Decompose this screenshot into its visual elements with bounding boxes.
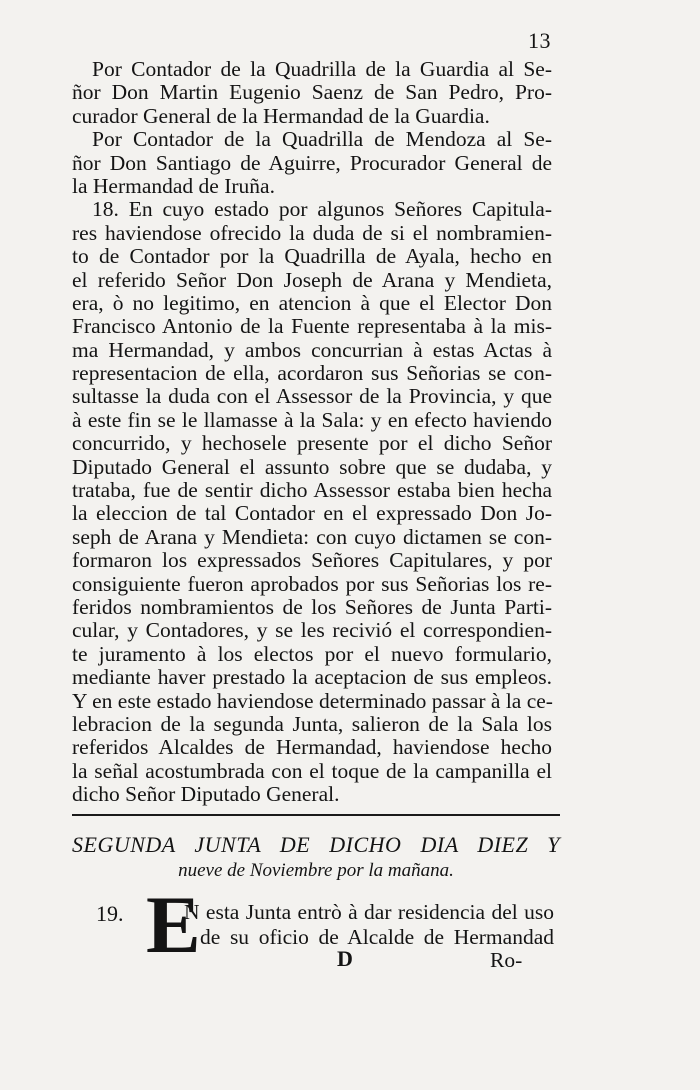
- signature-mark: D: [337, 946, 353, 971]
- text-line: cular, y Contadores, y se les recivió el correspondien-: [72, 618, 552, 643]
- text-line: era, ò no legitimo, en atencion à que el Elector Don: [72, 290, 552, 315]
- text-line: to de Contador por la Quadrilla de Ayala, hecho en: [72, 244, 552, 269]
- section-divider: [72, 814, 560, 816]
- text-line: Francisco Antonio de la Fuente representaba à la mis-: [72, 314, 552, 339]
- text-line: ñor Don Santiago de Aguirre, Procurador General de: [72, 150, 552, 175]
- drop-cap: E: [146, 879, 201, 970]
- text-line: à este fin se le llamasse à la Sala: y en efecto haviendo: [72, 407, 552, 432]
- text-line: lebracion de la segunda Junta, salieron de la Sala los: [72, 711, 552, 736]
- text-line: ñor Don Martin Eugenio Saenz de San Pedro, Pro-: [72, 80, 552, 105]
- text-line: ma Hermandad, y ambos concurrian à estas Actas à: [72, 337, 552, 362]
- text-line: Por Contador de la Quadrilla de la Guardia al Se-: [92, 57, 552, 81]
- text-line: Diputado General el assunto sobre que se dudaba, y: [72, 454, 552, 479]
- section-subtitle: nueve de Noviembre por la mañana.: [178, 860, 454, 881]
- text-line: la Hermandad de Iruña.: [72, 173, 275, 198]
- text-line: 18. En cuyo estado por algunos Señores Capitula-: [92, 197, 552, 222]
- text-line: el referido Señor Don Joseph de Arana y Mendieta,: [72, 267, 552, 292]
- text-line: la señal acostumbrada con el toque de la campanilla el: [72, 758, 552, 783]
- text-line: de su oficio de Alcalde de Hermandad: [200, 925, 554, 949]
- text-line: Por Contador de la Quadrilla de Mendoza al Se-: [92, 127, 552, 152]
- paragraph-number: 19.: [96, 901, 124, 926]
- text-line: res haviendose ofrecido la duda de si el nombramien-: [72, 220, 552, 245]
- text-line: formaron los expressados Señores Capitulares, y por: [72, 548, 552, 573]
- body-text: [72, 58, 552, 807]
- text-line: la eleccion de tal Contador en el expressado Don Jo-: [72, 501, 552, 526]
- text-line: te juramento à los electos por el nuevo formulario,: [72, 641, 552, 666]
- page-number: 13: [528, 28, 551, 53]
- text-line: Y en este estado haviendose determinado passar à la ce-: [72, 688, 553, 713]
- text-line: dicho Señor Diputado General.: [72, 782, 340, 807]
- text-line: referidos Alcaldes de Hermandad, haviendose hecho: [72, 735, 552, 760]
- section-title: SEGUNDA JUNTA DE DICHO DIA DIEZ Y: [72, 832, 560, 857]
- text-line: seph de Arana y Mendieta: con cuyo dictamen se con-: [72, 524, 552, 549]
- text-line: sultasse la duda con el Assessor de la Provincia, y que: [72, 384, 552, 409]
- text-line: concurrido, y hechosele presente por el dicho Señor: [72, 431, 552, 456]
- catchword: Ro-: [490, 948, 523, 972]
- text-line: N esta Junta entrò à dar residencia del uso: [184, 900, 554, 924]
- text-line: curador General de la Hermandad de la Guardia.: [72, 103, 490, 128]
- text-line: consiguiente fueron aprobados por sus Señorias los re-: [72, 571, 552, 596]
- text-line: representacion de ella, acordaron sus Señorias se con-: [72, 361, 552, 386]
- text-line: feridos nombramientos de los Señores de Junta Parti-: [72, 594, 552, 619]
- text-line: mediante haver prestado la aceptacion de sus empleos.: [72, 665, 552, 690]
- text-line: trataba, fue de sentir dicho Assessor estaba bien hecha: [72, 478, 552, 503]
